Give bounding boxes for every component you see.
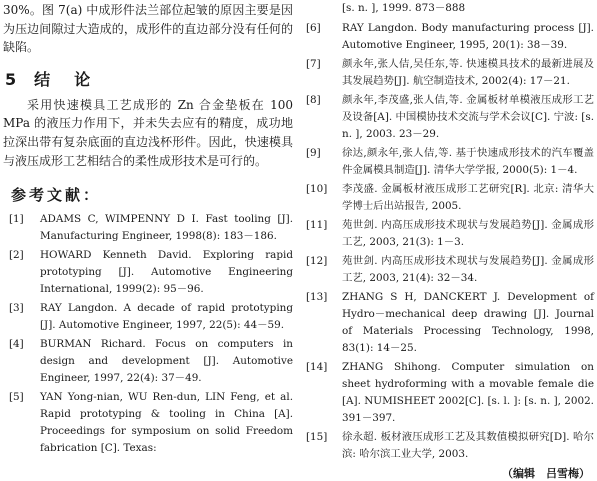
reference-item bbox=[3, 211, 293, 245]
reference-text: ZHANG Shihong. Computer simulation on sheet hydroforming with a movable female die [A]. NUMISHEET 2002[C]. [s. l. ]: [s. n. ], 2002. 391－397. bbox=[342, 361, 594, 424]
reference-text: RAY Langdon. A decade of rapid prototyping [J]. Automotive Engineer, 1997, 22(5): 44－59. bbox=[40, 302, 293, 332]
reference-item bbox=[306, 56, 594, 90]
editor-credit: （编辑 吕雪梅） bbox=[502, 467, 590, 480]
reference-text: YAN Yong-nian, WU Ren-dun, LIN Feng, et al. Rapid prototyping & tooling in China [A]. Proceedings for symposium on solid Freedom fabrication [C]. Texas: bbox=[40, 391, 293, 455]
reference-number: [3] bbox=[9, 302, 24, 315]
reference-number: [7] bbox=[306, 58, 321, 70]
reference-text: ADAMS C, WIMPENNY D I. Fast tooling [J]. Manufacturing Engineer, 1998(8): 183－186. bbox=[40, 213, 293, 243]
reference-number: [11] bbox=[306, 219, 328, 231]
reference-list-right bbox=[306, 20, 594, 463]
reference-number: [12] bbox=[306, 255, 328, 267]
reference-text: 徐达,颜永年,张人佶,等. 基于快速成形技术的汽车覆盖件金属模具制造[J]. 清华大学学报, 2000(5): 1－4. bbox=[342, 147, 594, 176]
reference-item bbox=[306, 289, 594, 357]
reference-text: 苑世剑. 内高压成形技术现状与发展趋势[J]. 金属成形工艺, 2003, 21(4): 32－34. bbox=[342, 255, 594, 284]
reference-text: 李茂盛. 金属板材液压成形工艺研究[R]. 北京: 清华大学博士后出站报告, 2005. bbox=[342, 183, 594, 212]
reference-item bbox=[306, 217, 594, 251]
reference-text: HOWARD Kenneth David. Exploring rapid prototyping [J]. Automotive Engineering International, 1999(2): 95－96. bbox=[40, 249, 293, 296]
reference-number: [1] bbox=[9, 213, 24, 226]
reference-number: [2] bbox=[9, 249, 24, 262]
reference-text: [s. n. ], 1999. 873－888 bbox=[342, 2, 466, 14]
reference-text: ZHANG S H, DANCKERT J. Development of Hydro－mechanical deep drawing [J]. Journal of Materials Processing Technology, 1998, 83(1): 14－25. bbox=[342, 291, 594, 354]
reference-number: [8] bbox=[306, 94, 321, 106]
reference-item bbox=[3, 336, 293, 387]
reference-item bbox=[3, 247, 293, 298]
reference-item bbox=[306, 145, 594, 179]
reference-item bbox=[306, 253, 594, 287]
reference-number: [14] bbox=[306, 361, 328, 373]
reference-number: [4] bbox=[9, 338, 24, 351]
reference-continuation bbox=[306, 0, 594, 17]
reference-number: [9] bbox=[306, 147, 321, 159]
section-number: 5 bbox=[5, 69, 21, 89]
reference-number: [15] bbox=[306, 431, 328, 443]
reference-item bbox=[306, 20, 594, 54]
left-column bbox=[3, 0, 293, 459]
reference-item bbox=[306, 181, 594, 215]
section-title: 结 论 bbox=[34, 69, 95, 89]
reference-item bbox=[306, 359, 594, 427]
reference-item bbox=[3, 300, 293, 334]
right-column bbox=[306, 0, 594, 481]
reference-text: 颜永年,张人佶,吴任东,等. 快速模具技术的最新进展及其发展趋势[J]. 航空制造技术, 2002(4): 17－21. bbox=[342, 58, 594, 87]
reference-text: BURMAN Richard. Focus on computers in design and development [J]. Automotive Engineer, 1997, 22(4): 37－49. bbox=[40, 338, 293, 385]
reference-number: [6] bbox=[306, 22, 321, 34]
references-title: 参考文献： bbox=[11, 186, 102, 205]
reference-text: RAY Langdon. Body manufacturing process [J]. Automotive Engineer, 1995, 20(1): 38－39. bbox=[342, 22, 594, 51]
reference-item bbox=[306, 429, 594, 463]
conclusion-paragraph: 采用快速模具工艺成形的 Zn 合金垫板在 100 MPa 的液压力作用下，并未失去应有的精度，成功地拉深出带有复杂底面的直边浅杯形件。因此，快速模具与液压成形工艺相结合的柔性成形技术是可行的。 bbox=[3, 97, 293, 168]
reference-number: [10] bbox=[306, 183, 328, 195]
reference-item bbox=[306, 92, 594, 143]
reference-item bbox=[3, 389, 293, 457]
section-heading bbox=[5, 67, 293, 90]
reference-number: [13] bbox=[306, 291, 328, 303]
reference-text: 颜永年,李茂盛,张人佶,等. 金属板材单模液压成形工艺及设备[A]. 中国模协技术交流与学术会议[C]. 宁波: [s. n. ], 2003. 23－29. bbox=[342, 94, 594, 140]
reference-number: [5] bbox=[9, 391, 24, 404]
reference-list-left bbox=[3, 211, 293, 457]
reference-text: 徐永超. 板材液压成形工艺及其数值模拟研究[D]. 哈尔滨: 哈尔滨工业大学, 2003. bbox=[342, 431, 594, 460]
reference-text: 苑世剑. 内高压成形技术现状与发展趋势[J]. 金属成形工艺, 2003, 21(3): 1－3. bbox=[342, 219, 594, 248]
intro-paragraph: 30%。图 7(a) 中成形件法兰部位起皱的原因主要是因为压边间隙过大造成的，成形件的直边部分没有任何的缺陷。 bbox=[3, 3, 293, 55]
